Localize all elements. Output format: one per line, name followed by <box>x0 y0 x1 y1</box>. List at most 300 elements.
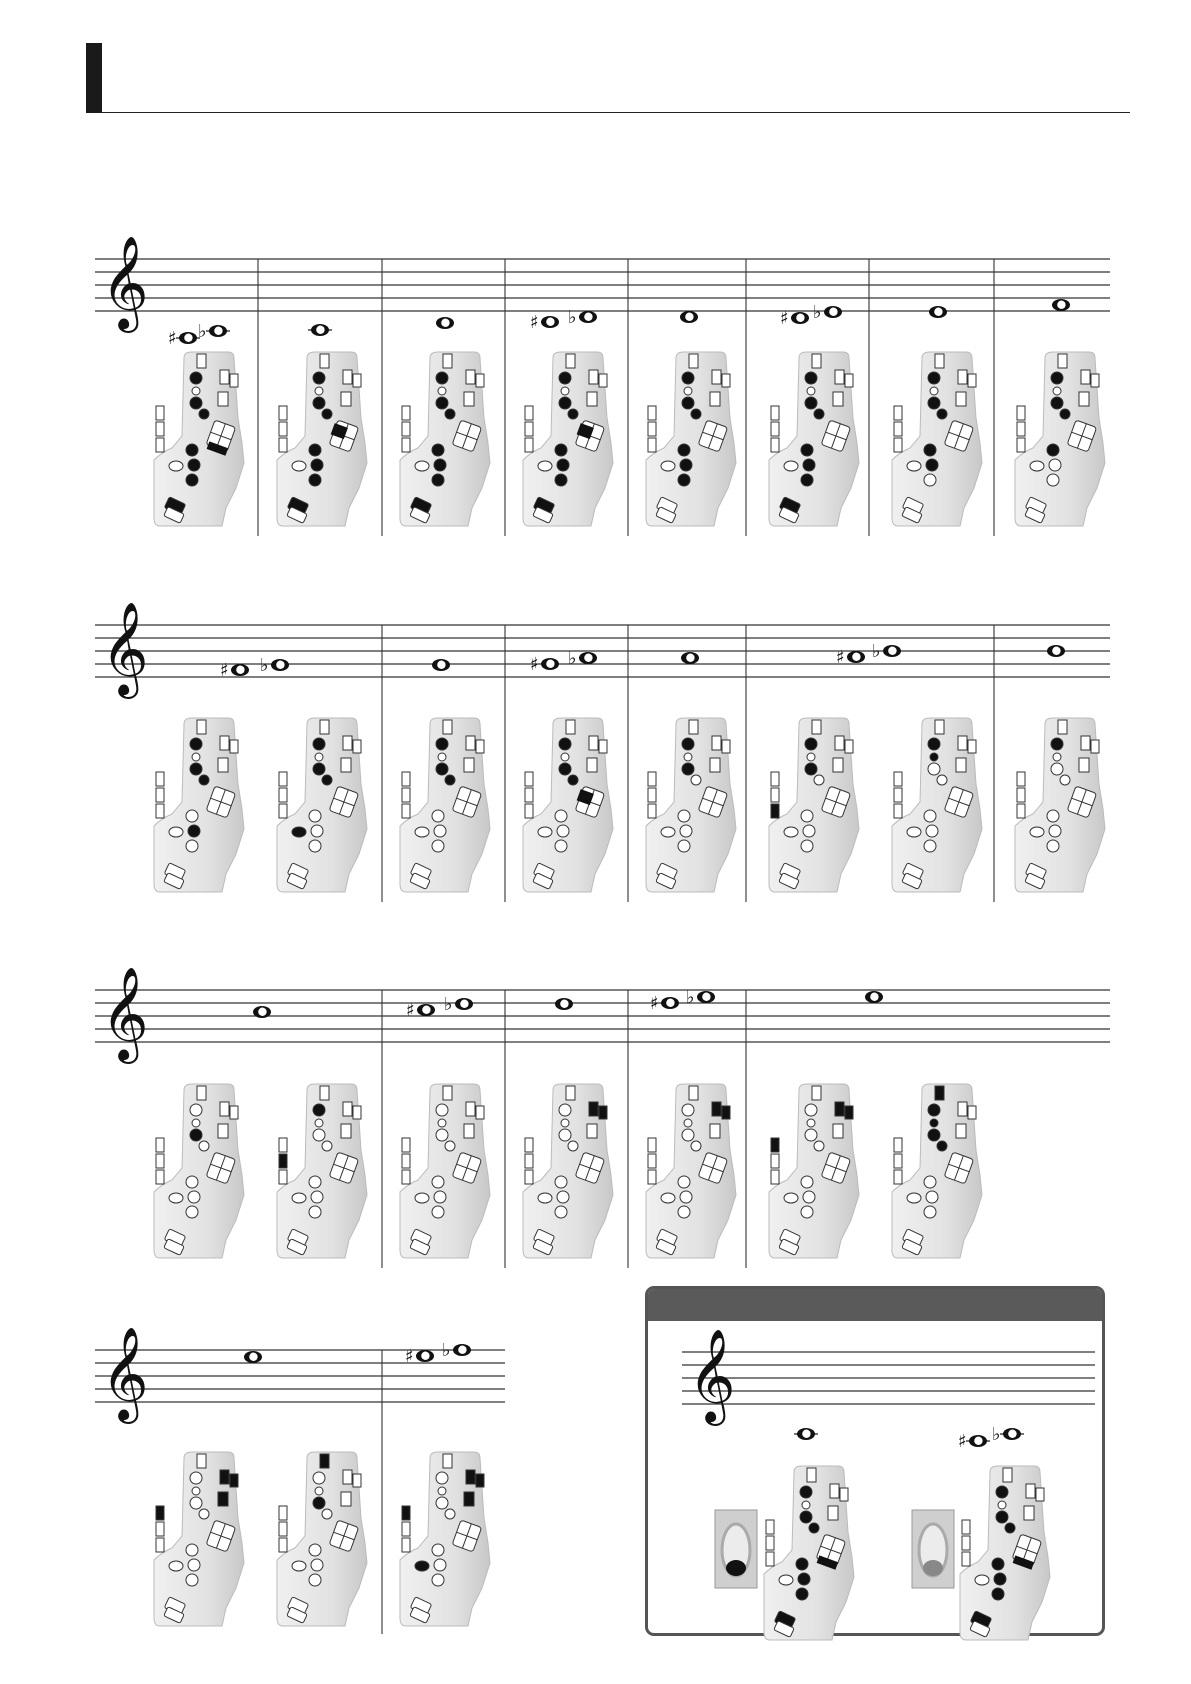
right-hand-key <box>434 1559 446 1571</box>
left-hand-key <box>928 763 940 775</box>
right-hand-key <box>186 444 198 456</box>
fingering-diagram <box>400 1084 490 1258</box>
side-oval-key <box>975 1575 989 1585</box>
side-oval-key <box>538 1193 552 1203</box>
whole-note <box>198 321 230 342</box>
treble-clef-icon: 𝄞 <box>101 235 149 330</box>
left-hand-key <box>192 1487 200 1495</box>
left-hand-key <box>559 397 571 409</box>
left-hand-key <box>561 1119 569 1127</box>
side-key <box>648 438 656 452</box>
left-hand-key <box>814 1141 824 1151</box>
right-hand-key <box>801 1206 813 1218</box>
left-hand-key <box>438 753 446 761</box>
fingering-diagram <box>154 718 244 892</box>
left-hand-key <box>436 1129 448 1141</box>
side-key <box>156 422 164 436</box>
right-hand-key <box>1049 459 1061 471</box>
left-hand-key <box>436 1472 448 1484</box>
whole-note <box>681 652 699 664</box>
left-hand-key <box>684 753 692 761</box>
palm-key <box>833 392 843 406</box>
whole-note <box>680 311 698 323</box>
right-hand-key <box>992 1558 1004 1570</box>
palm-key <box>466 370 475 384</box>
fingering-diagram <box>892 1084 982 1258</box>
palm-key <box>835 1102 844 1116</box>
left-hand-key <box>802 1501 810 1509</box>
thumb-key-pressed <box>726 1560 746 1576</box>
palm-key <box>958 736 967 750</box>
side-key <box>525 422 533 436</box>
side-key <box>525 438 533 452</box>
flat-icon: ♭ <box>813 302 822 323</box>
right-hand-key <box>678 810 690 822</box>
side-oval-key <box>538 827 552 837</box>
palm-key <box>710 758 720 772</box>
right-hand-key <box>678 840 690 852</box>
side-key <box>525 1170 533 1184</box>
palm-key <box>712 736 721 750</box>
right-hand-key <box>186 1574 198 1586</box>
flat-icon: ♭ <box>872 641 881 662</box>
left-hand-key <box>1060 775 1070 785</box>
treble-clef-icon: 𝄞 <box>101 966 149 1061</box>
side-key <box>525 1138 533 1152</box>
left-hand-key <box>436 738 448 750</box>
left-hand-key <box>322 409 332 419</box>
left-hand-key <box>559 1129 571 1141</box>
side-oval-key <box>661 827 675 837</box>
left-hand-key <box>192 387 200 395</box>
side-oval-key <box>1030 461 1044 471</box>
palm-key <box>712 1102 721 1116</box>
side-key <box>279 1506 287 1520</box>
palm-key <box>968 740 976 753</box>
side-key <box>894 1138 902 1152</box>
left-hand-key <box>315 387 323 395</box>
left-hand-key <box>190 1104 202 1116</box>
palm-key <box>722 374 730 387</box>
fingering-diagram <box>400 352 490 526</box>
whole-note <box>244 1351 262 1363</box>
sharp-icon: ♯ <box>530 312 539 333</box>
left-hand-key <box>682 372 694 384</box>
whole-note <box>865 991 883 1003</box>
side-key <box>402 406 410 420</box>
sharp-icon: ♯ <box>530 654 539 675</box>
side-key <box>894 438 902 452</box>
left-hand-key <box>315 753 323 761</box>
fingering-diagram <box>154 1084 244 1258</box>
side-key <box>894 406 902 420</box>
side-oval-key <box>784 1193 798 1203</box>
right-hand-key <box>924 840 936 852</box>
top-key <box>566 354 575 368</box>
left-hand-key <box>322 1509 332 1519</box>
right-hand-key <box>680 459 692 471</box>
side-key <box>894 772 902 786</box>
side-key <box>1017 788 1025 802</box>
palm-key <box>589 370 598 384</box>
fingering-diagram <box>1015 718 1105 892</box>
right-hand-key <box>311 825 323 837</box>
right-hand-key <box>434 825 446 837</box>
left-hand-key <box>937 1141 947 1151</box>
right-hand-key <box>555 840 567 852</box>
palm-key <box>589 736 598 750</box>
left-hand-key <box>315 1487 323 1495</box>
sharp-icon: ♯ <box>220 660 229 681</box>
palm-key <box>587 1124 597 1138</box>
side-key <box>525 406 533 420</box>
top-key <box>1058 354 1067 368</box>
fingering-diagram <box>277 352 367 526</box>
palm-key <box>1081 736 1090 750</box>
palm-key <box>464 1492 474 1506</box>
left-hand-key <box>568 1141 578 1151</box>
right-hand-key <box>188 825 200 837</box>
flat-icon: ♭ <box>198 321 207 342</box>
left-hand-key <box>313 372 325 384</box>
top-key <box>320 1454 329 1468</box>
thumb-key-pressed <box>923 1560 943 1576</box>
left-hand-key <box>928 397 940 409</box>
right-hand-key <box>926 459 938 471</box>
right-hand-key <box>309 1206 321 1218</box>
top-key <box>689 1086 698 1100</box>
thumb-key-inset <box>912 1510 954 1588</box>
right-hand-key <box>186 1206 198 1218</box>
fingering-diagram <box>400 718 490 892</box>
side-key <box>156 788 164 802</box>
palm-key <box>353 1474 361 1487</box>
left-hand-key <box>691 775 701 785</box>
palm-key <box>845 1106 853 1119</box>
palm-key <box>341 758 351 772</box>
side-key <box>962 1536 970 1550</box>
flat-icon: ♭ <box>444 994 453 1015</box>
palm-key <box>220 1470 229 1484</box>
palm-key <box>464 392 474 406</box>
right-hand-key <box>186 1176 198 1188</box>
left-hand-key <box>559 763 571 775</box>
side-oval-key <box>779 1575 793 1585</box>
top-key <box>197 1086 206 1100</box>
right-hand-key <box>796 1558 808 1570</box>
side-oval-key <box>784 461 798 471</box>
palm-key <box>958 1102 967 1116</box>
left-hand-key <box>800 1486 812 1498</box>
fingering-diagram <box>769 352 859 526</box>
left-hand-key <box>313 1497 325 1509</box>
thumb-key-inset <box>715 1510 757 1588</box>
left-hand-key <box>805 738 817 750</box>
left-hand-key <box>192 753 200 761</box>
left-hand-key <box>1060 409 1070 419</box>
left-hand-key <box>190 372 202 384</box>
whole-note <box>442 1340 471 1361</box>
right-hand-key <box>188 1559 200 1571</box>
left-hand-key <box>682 763 694 775</box>
side-key <box>771 422 779 436</box>
left-hand-key <box>928 738 940 750</box>
left-hand-key <box>445 409 455 419</box>
side-key <box>156 804 164 818</box>
palm-key <box>1024 1506 1034 1520</box>
flat-icon: ♭ <box>568 648 577 669</box>
side-key <box>771 1154 779 1168</box>
palm-key <box>341 1492 351 1506</box>
palm-key <box>968 374 976 387</box>
left-hand-key <box>928 1129 940 1141</box>
side-key <box>1017 406 1025 420</box>
side-oval-key <box>415 1561 429 1571</box>
right-hand-key <box>188 459 200 471</box>
palm-key <box>343 1470 352 1484</box>
top-key <box>935 354 944 368</box>
right-hand-key <box>801 474 813 486</box>
right-hand-key <box>678 1206 690 1218</box>
right-hand-key <box>555 444 567 456</box>
left-hand-key <box>559 738 571 750</box>
side-key <box>648 422 656 436</box>
left-hand-key <box>684 1119 692 1127</box>
side-oval-key <box>415 461 429 471</box>
right-hand-key <box>186 474 198 486</box>
side-key <box>279 772 287 786</box>
palm-key <box>230 1474 238 1487</box>
side-oval-key <box>538 461 552 471</box>
right-hand-key <box>680 825 692 837</box>
palm-key <box>220 370 229 384</box>
palm-key <box>956 392 966 406</box>
side-key <box>279 804 287 818</box>
palm-key <box>1036 1488 1044 1501</box>
sharp-icon: ♯ <box>836 647 845 668</box>
top-key <box>197 720 206 734</box>
side-key <box>1017 422 1025 436</box>
sharp-icon: ♯ <box>780 308 789 329</box>
side-key <box>525 804 533 818</box>
side-key <box>402 422 410 436</box>
right-hand-key <box>309 1574 321 1586</box>
left-hand-key <box>1051 397 1063 409</box>
whole-note <box>432 659 450 671</box>
side-key <box>894 1154 902 1168</box>
right-hand-key <box>555 474 567 486</box>
left-hand-key <box>561 387 569 395</box>
left-hand-key <box>996 1511 1008 1523</box>
whole-note <box>444 994 473 1015</box>
palm-key <box>230 1106 238 1119</box>
sharp-icon: ♯ <box>405 1346 414 1367</box>
side-key <box>894 788 902 802</box>
right-hand-key <box>432 1206 444 1218</box>
palm-key <box>956 758 966 772</box>
right-hand-key <box>678 1176 690 1188</box>
whole-note <box>220 660 249 681</box>
left-hand-key <box>436 1497 448 1509</box>
right-hand-key <box>924 1176 936 1188</box>
palm-key <box>840 1488 848 1501</box>
palm-key <box>599 1106 607 1119</box>
palm-key <box>1079 392 1089 406</box>
left-hand-key <box>684 387 692 395</box>
right-hand-key <box>188 1191 200 1203</box>
palm-key <box>218 1124 228 1138</box>
palm-key <box>341 1124 351 1138</box>
palm-key <box>343 370 352 384</box>
sharp-icon: ♯ <box>406 1000 415 1021</box>
top-key <box>443 1454 452 1468</box>
fingering-diagram <box>523 352 613 526</box>
palm-key <box>587 392 597 406</box>
right-hand-key <box>186 1544 198 1556</box>
fingering-diagram <box>892 352 982 526</box>
left-hand-key <box>192 1119 200 1127</box>
side-key <box>771 1170 779 1184</box>
fingering-diagram <box>277 1452 367 1626</box>
side-oval-key <box>169 461 183 471</box>
side-oval-key <box>661 1193 675 1203</box>
palm-key <box>466 1102 475 1116</box>
fingering-diagram <box>769 1084 859 1258</box>
side-key <box>279 1170 287 1184</box>
whole-note <box>568 307 597 328</box>
side-key <box>766 1536 774 1550</box>
left-hand-key <box>805 397 817 409</box>
top-key <box>807 1468 816 1482</box>
palm-key <box>1091 374 1099 387</box>
side-key <box>648 1154 656 1168</box>
palm-key <box>476 374 484 387</box>
left-hand-key <box>561 753 569 761</box>
right-hand-key <box>432 1574 444 1586</box>
fingering-diagram <box>646 352 736 526</box>
side-oval-key <box>661 461 675 471</box>
palm-key <box>1091 740 1099 753</box>
right-hand-key <box>309 474 321 486</box>
palm-key <box>1079 758 1089 772</box>
right-hand-key <box>432 810 444 822</box>
fingering-diagram <box>646 1084 736 1258</box>
side-key <box>766 1552 774 1566</box>
right-hand-key <box>680 1191 692 1203</box>
palm-key <box>1081 370 1090 384</box>
left-hand-key <box>436 1104 448 1116</box>
right-hand-key <box>432 444 444 456</box>
side-key <box>156 1538 164 1552</box>
side-key <box>771 804 779 818</box>
left-hand-key <box>436 763 448 775</box>
left-hand-key <box>313 1104 325 1116</box>
side-key <box>525 788 533 802</box>
left-hand-key <box>998 1501 1006 1509</box>
left-hand-key <box>682 1129 694 1141</box>
palm-key <box>828 1506 838 1520</box>
right-hand-key <box>801 1176 813 1188</box>
left-hand-key <box>1005 1523 1015 1533</box>
side-oval-key <box>415 827 429 837</box>
left-hand-key <box>568 409 578 419</box>
left-hand-key <box>682 738 694 750</box>
palm-key <box>220 736 229 750</box>
treble-clef-icon: 𝄞 <box>688 1328 736 1423</box>
palm-key <box>476 1106 484 1119</box>
left-hand-key <box>807 1119 815 1127</box>
right-hand-key <box>432 1176 444 1188</box>
side-key <box>402 1154 410 1168</box>
left-hand-key <box>1051 738 1063 750</box>
staff <box>682 1329 1095 1427</box>
right-hand-key <box>557 825 569 837</box>
left-hand-key <box>805 1129 817 1141</box>
whole-note <box>872 641 901 662</box>
left-hand-key <box>930 1119 938 1127</box>
right-hand-key <box>803 825 815 837</box>
whole-note <box>929 306 947 318</box>
side-key <box>156 438 164 452</box>
palm-key <box>464 1124 474 1138</box>
palm-key <box>710 392 720 406</box>
fingering-diagram <box>400 1452 490 1626</box>
side-oval-key <box>907 461 921 471</box>
side-key <box>156 1522 164 1536</box>
left-hand-key <box>814 775 824 785</box>
left-hand-key <box>190 397 202 409</box>
side-key <box>279 1522 287 1536</box>
palm-key <box>1026 1484 1035 1498</box>
right-hand-key <box>798 1573 810 1585</box>
left-hand-key <box>996 1486 1008 1498</box>
side-key <box>1017 804 1025 818</box>
whole-note <box>555 998 573 1010</box>
right-hand-key <box>186 840 198 852</box>
right-hand-key <box>309 1176 321 1188</box>
palm-key <box>835 370 844 384</box>
side-key <box>402 788 410 802</box>
side-key <box>279 1538 287 1552</box>
side-key <box>156 772 164 786</box>
palm-key <box>466 736 475 750</box>
side-key <box>156 1138 164 1152</box>
side-key <box>279 1154 287 1168</box>
palm-key <box>712 370 721 384</box>
fingering-diagram <box>154 352 244 526</box>
whole-note <box>836 647 865 668</box>
right-hand-key <box>311 1191 323 1203</box>
flat-icon: ♭ <box>992 1424 1001 1445</box>
fingering-diagram <box>277 718 367 892</box>
sharp-icon: ♯ <box>168 328 177 349</box>
flat-icon: ♭ <box>568 307 577 328</box>
palm-key <box>956 1124 966 1138</box>
side-key <box>1017 772 1025 786</box>
left-hand-key <box>1051 372 1063 384</box>
side-key <box>771 772 779 786</box>
palm-key <box>230 740 238 753</box>
top-key <box>443 354 452 368</box>
whole-note <box>436 317 454 329</box>
top-key <box>197 354 206 368</box>
left-hand-key <box>322 775 332 785</box>
palm-key <box>230 374 238 387</box>
palm-key <box>833 758 843 772</box>
left-hand-key <box>322 1141 332 1151</box>
fingering-diagram <box>523 718 613 892</box>
whole-note <box>168 328 200 349</box>
